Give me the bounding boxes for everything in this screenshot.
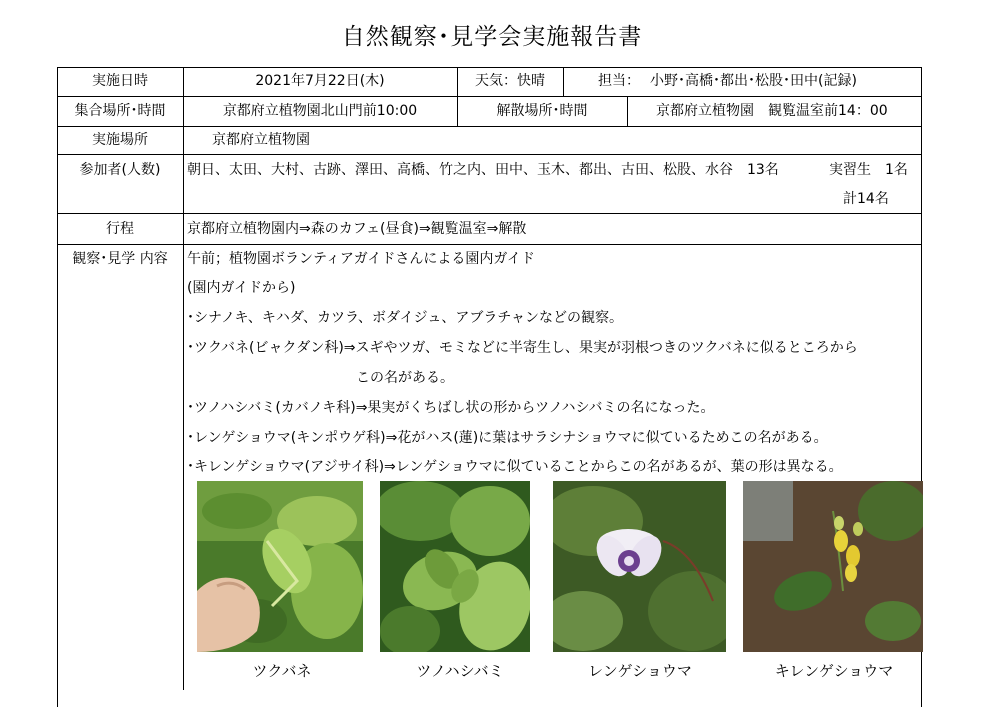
observation-line: ･ツクバネ(ビャクダン科)⇒スギやツガ、モミなどに半寄生し、果実が羽根つきのツクバネに似るところから [187, 340, 858, 356]
observation-line: (園内ガイドから) [187, 280, 296, 296]
staff-label: 担当： [598, 73, 640, 89]
staff-value: 小野･高橋･都出･松股･田中(記録) [650, 73, 857, 89]
column-divider [183, 67, 184, 690]
venue-label: 実施場所 [92, 132, 148, 148]
venue-value: 京都府立植物園 [212, 132, 310, 148]
observation-line: ･キレンゲショウマ(アジサイ科)⇒レンゲショウマに似ていることからこの名があるが、葉の形は異なる。 [187, 459, 843, 475]
participants-value: 朝日、太田、大村、古跡、澤田、高橋、竹之内、田中、玉木、都出、古田、松股、水谷 13名 [187, 162, 779, 178]
date-value: 2021年7月22日(木) [255, 73, 385, 89]
meeting-place-value: 京都府立植物園北山門前10:00 [222, 103, 418, 119]
observation-line: ･ツノハシバミ(カバノキ科)⇒果実がくちばし状の形からツノハシバミの名になった。 [187, 400, 715, 416]
observation-line: ･シナノキ、キハダ、カツラ、ボダイジュ、アブラチャンなどの観察。 [187, 310, 623, 326]
trainee-count: 実習生 1名 [829, 162, 908, 178]
observation-line: 午前；植物園ボランティアガイドさんによる園内ガイド [187, 251, 535, 267]
observation-label: 観察･見学 内容 [72, 251, 168, 267]
dismissal-place-label: 解散場所･時間 [496, 103, 588, 119]
tsukubane-caption: ツクバネ [252, 662, 312, 680]
total-count: 計14名 [843, 191, 889, 207]
row-divider [57, 244, 922, 245]
rengeshouma-caption: レンゲショウマ [588, 662, 692, 680]
row-divider [57, 96, 922, 97]
tsunohashibami-photo [380, 481, 530, 652]
report-title: 自然観察･見学会実施報告書 [341, 24, 643, 50]
row-divider [57, 154, 922, 155]
kirengeshouma-caption: キレンゲショウマ [774, 662, 894, 680]
dismissal-place-value: 京都府立植物園 観覧温室前14：00 [656, 103, 888, 119]
participants-label: 参加者(人数) [79, 162, 161, 178]
weather-value: 天気：快晴 [475, 73, 545, 89]
column-divider [627, 96, 628, 126]
column-divider [563, 67, 564, 96]
row-divider [57, 126, 922, 127]
observation-line: ･レンゲショウマ(キンポウゲ科)⇒花がハス(蓮)に葉はサラシナショウマに似ているためこの名がある。 [187, 430, 828, 446]
date-label: 実施日時 [92, 73, 148, 89]
itinerary-value: 京都府立植物園内⇒森のカフェ(昼食)⇒観覧温室⇒解散 [187, 221, 527, 237]
tsunohashibami-caption: ツノハシバミ [416, 662, 504, 680]
kirengeshouma-photo [743, 481, 923, 652]
tsukubane-photo [197, 481, 363, 652]
observation-line: この名がある。 [356, 370, 454, 386]
itinerary-label: 行程 [106, 221, 134, 237]
rengeshouma-photo [553, 481, 726, 652]
row-divider [57, 213, 922, 214]
meeting-place-label: 集合場所･時間 [74, 103, 166, 119]
